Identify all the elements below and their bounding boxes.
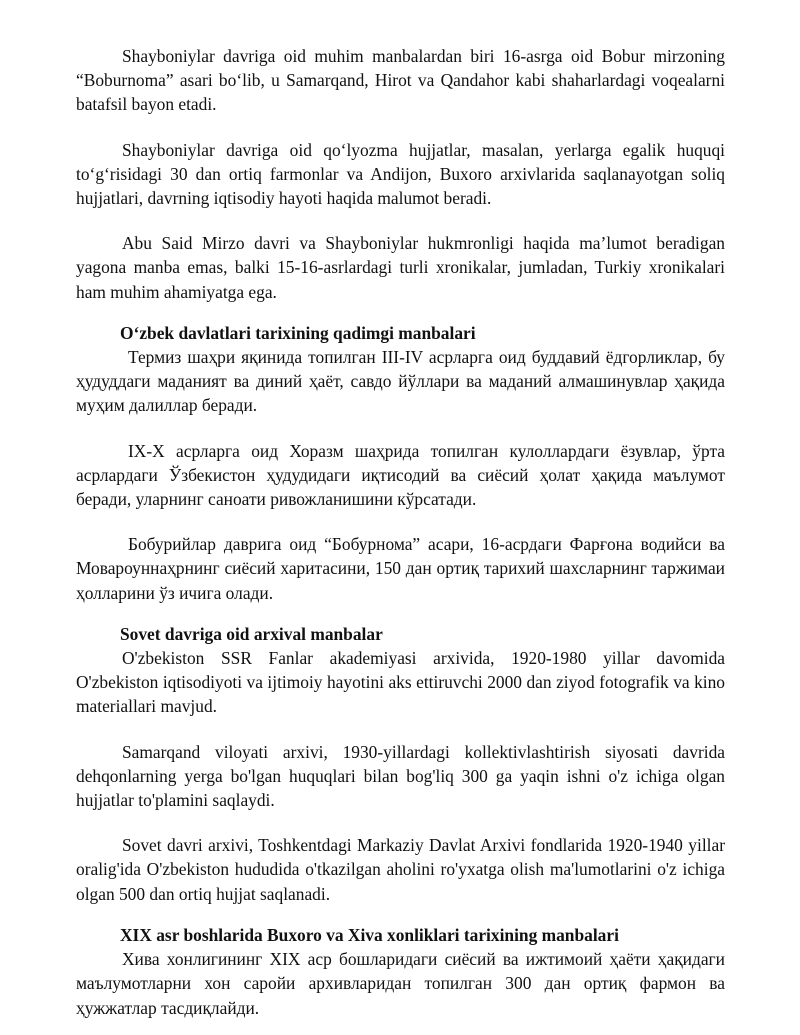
document-page [76, 44, 725, 1020]
paragraph: Хива хонлигининг XIX аср бошларидаги сиёсий ва ижтимоий ҳаёти ҳақидаги маълумотларни хон саройи архивларидан топилган 300 дан ортиқ фармон ва ҳужжатлар тасдиқлайди. [76, 949, 725, 1018]
paragraph: Термиз шаҳри яқинида топилган III-IV асрларга оид буддавий ёдгорликлар, бу ҳудуддаги маданият ва диний ҳаёт, савдо йўллари ва маданий алмашинувлар ҳақида муҳим далиллар беради. [76, 347, 725, 416]
paragraph: Shayboniylar davriga oid qo‘lyozma hujjatlar, masalan, yerlarga egalik huquqi to‘g‘risidagi 30 dan ortiq farmonlar va Andijon, Buxoro arxivlarida saqlanayotgan soliq hujjatlari, davrning iqtisodiy hayoti haqida malumot beradi. [76, 139, 725, 209]
section-heading: Sovet davriga oid arxival manbalar [120, 623, 383, 644]
paragraph: Abu Said Mirzo davri va Shayboniylar hukmronligi haqida ma’lumot beradigan yagona manba emas, balki 15-16-asrlardagi turli xronikalar, jumladan, Turkiy xronikalari ham muhim ahamiyatga ega. [76, 233, 725, 302]
section-heading: XIX asr boshlarida Buxoro va Xiva xonliklari tarixining manbalari [120, 924, 619, 945]
paragraph: Shayboniylar davriga oid muhim manbalardan biri 16-asrga oid Bobur mirzoning “Boburnoma” asari bo‘lib, u Samarqand, Hirot va Qandahor kabi shaharlardagi voqealarni batafsil bayon etadi. [76, 46, 725, 115]
paragraph: Бобурийлар даврига оид “Бобурнома” асари, 16-асрдаги Фарғона водийси ва Мовароуннаҳрнинг сиёсий харитасини, 150 дан ортиқ тарихий шахсларнинг таржимаи ҳолларини ўз ичига олади. [76, 534, 725, 603]
paragraph: O'zbekiston SSR Fanlar akademiyasi arxivida, 1920-1980 yillar davomida O'zbekiston iqtisodiyoti va ijtimoiy hayotini aks ettiruvchi 2000 dan ziyod fotografik va kino materiallari mavjud. [76, 648, 725, 717]
section-heading: O‘zbek davlatlari tarixining qadimgi manbalari [120, 322, 476, 343]
paragraph: Samarqand viloyati arxivi, 1930-yillardagi kollektivlashtirish siyosati davrida dehqonlarning yerga bo'lgan huquqlari bilan bog'liq 300 ga yaqin ishni o'z ichiga olgan hujjatlar to'plamini saqlaydi. [76, 741, 725, 811]
paragraph: IX-X асрларга оид Хоразм шаҳрида топилган кулоллардаги ёзувлар, ўрта асрлардаги Ўзбекистон ҳудудидаги иқтисодий ва сиёсий ҳолат ҳақида маълумот беради, уларнинг саноати ривожланишини кўрсатади. [76, 440, 725, 510]
paragraph: Sovet davri arxivi, Toshkentdagi Markaziy Davlat Arxivi fondlarida 1920-1940 yillar oralig'ida O'zbekiston hududida o'tkazilgan aholini ro'yxatga olish ma'lumotlarini o'z ichiga olgan 500 dan ortiq hujjat saqlanadi. [76, 835, 725, 904]
